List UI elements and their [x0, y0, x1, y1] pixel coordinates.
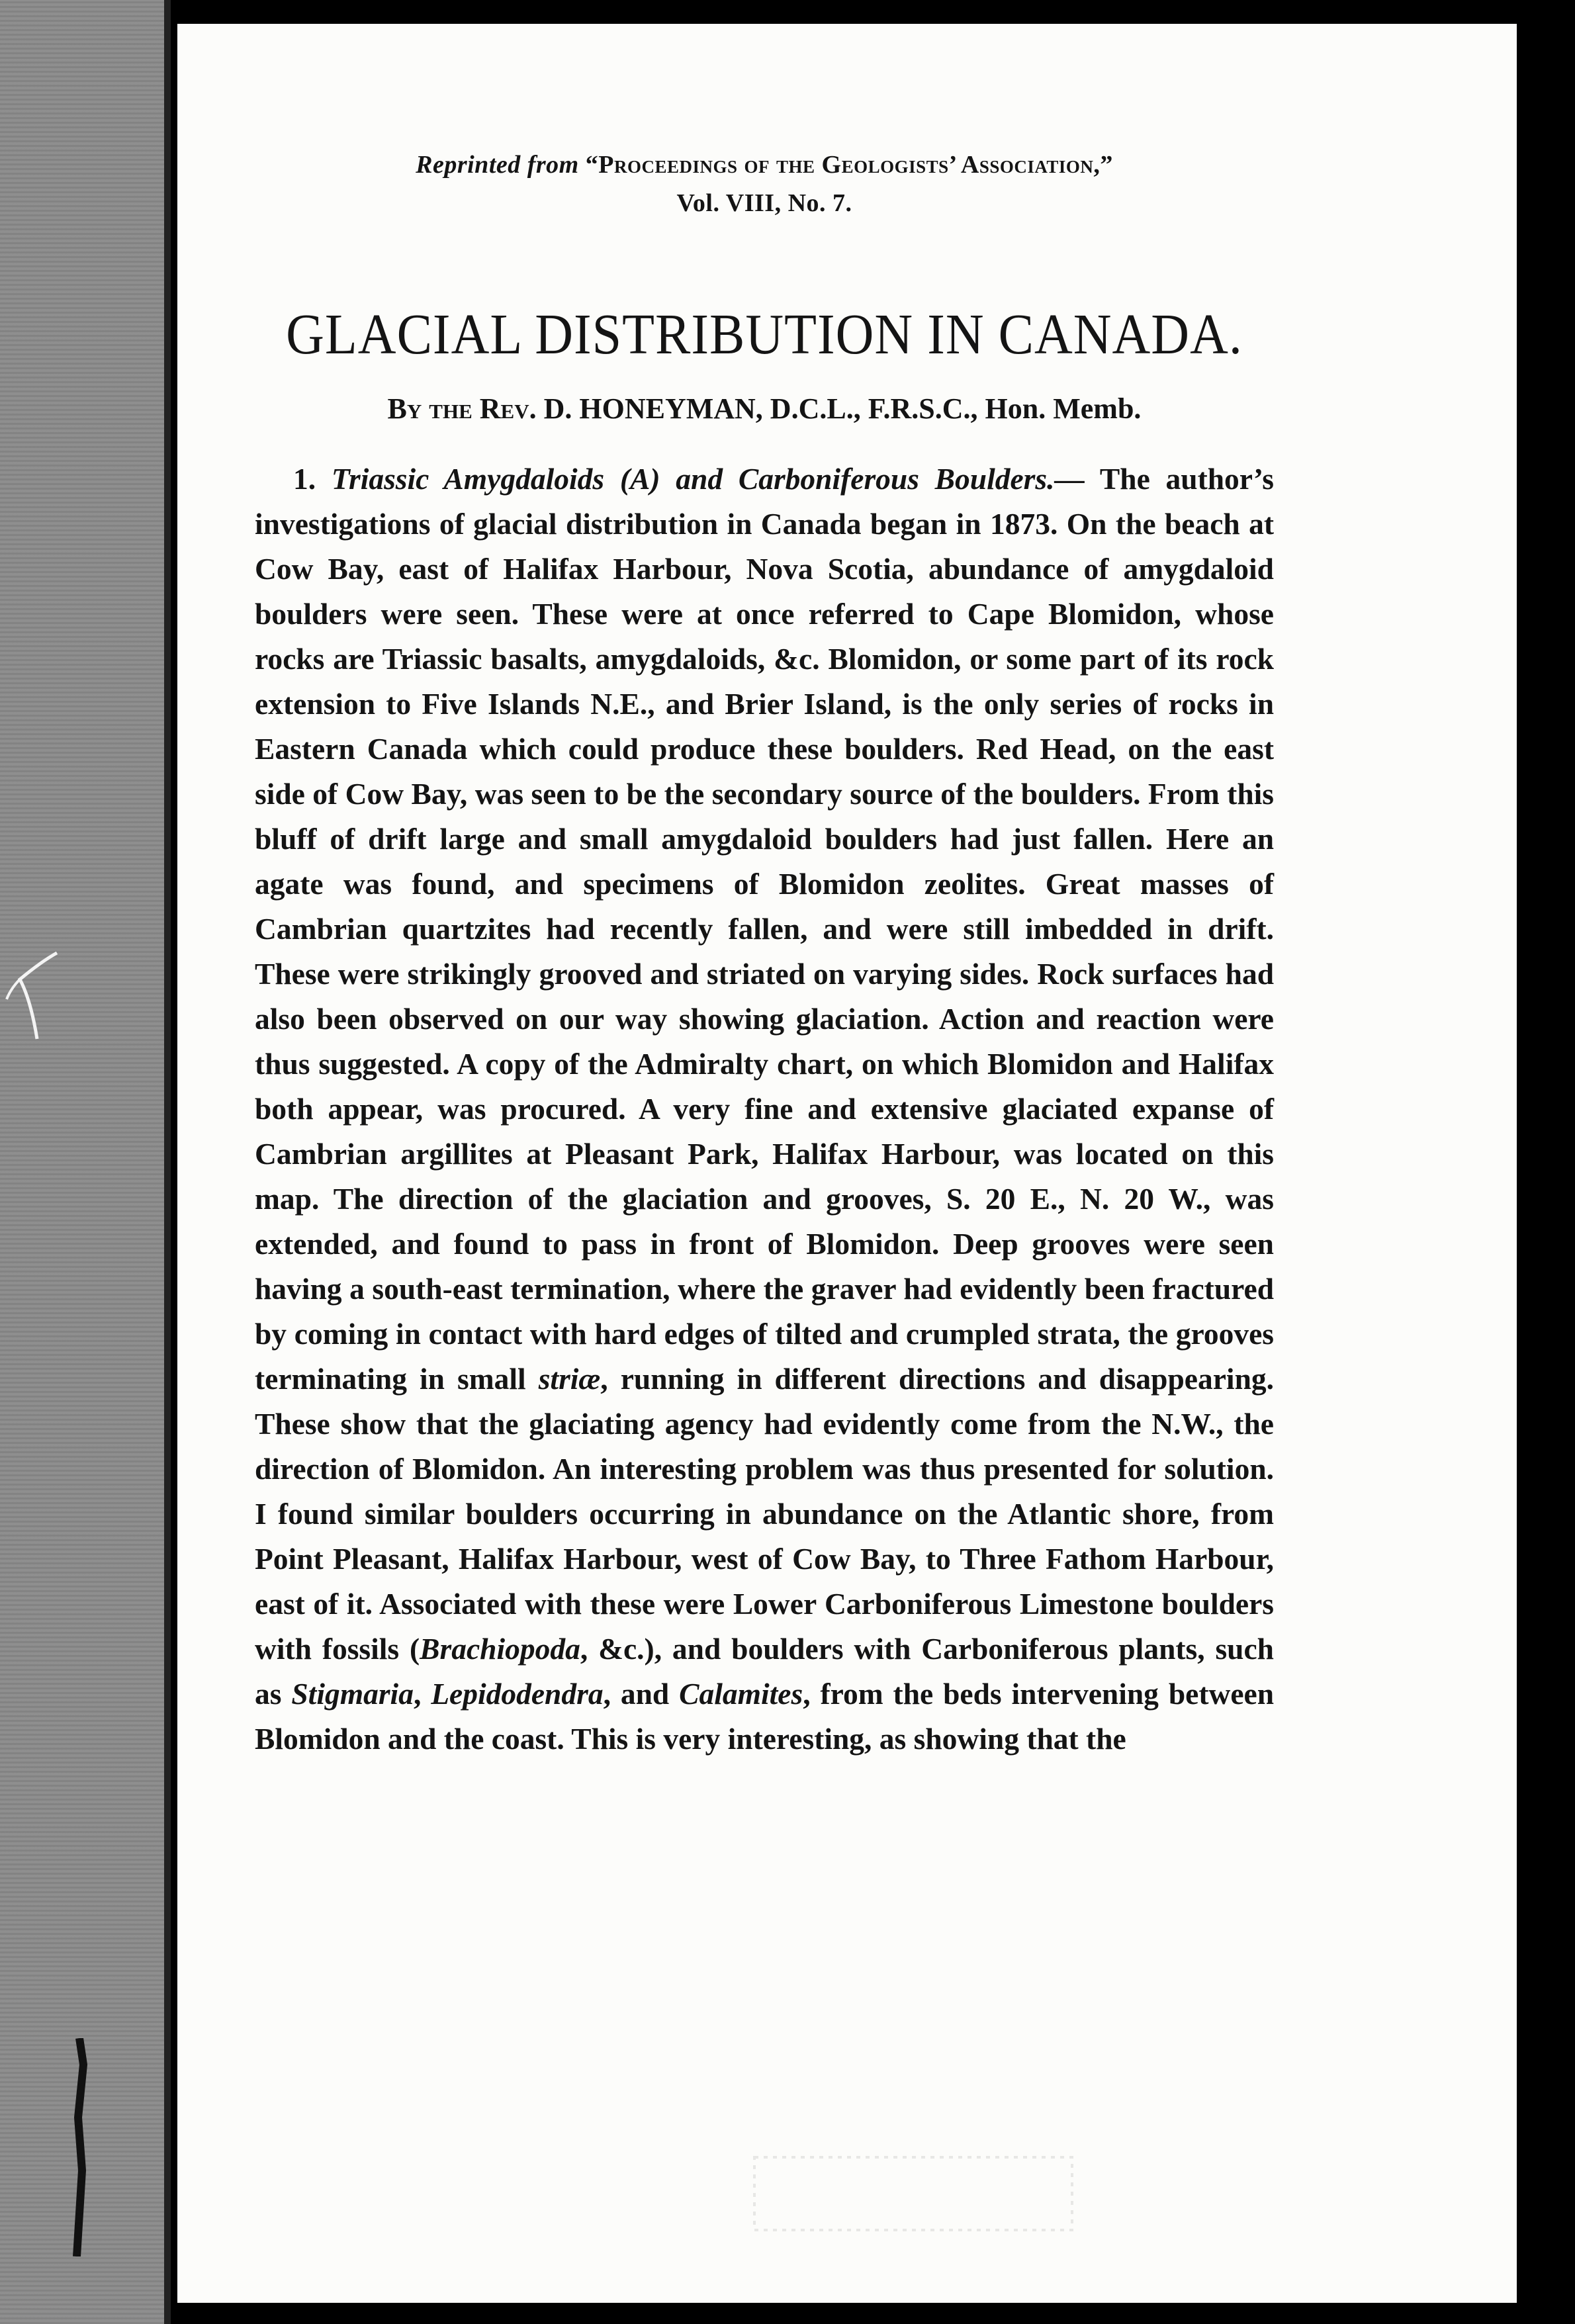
reprint-source: “Proceedings of the Geologists’ Association,” — [585, 151, 1113, 179]
volume-number: Vol. VIII, No. 7. — [676, 189, 852, 217]
author-name: D. HONEYMAN, D.C.L., F.R.S.C., Hon. Memb. — [543, 392, 1142, 425]
comma-separator: , — [413, 1677, 422, 1711]
body-segment-4: , and — [603, 1677, 670, 1711]
library-stamp-watermark — [748, 2151, 1079, 2237]
page-content — [255, 146, 1274, 1762]
reprint-prefix: Reprinted from — [416, 151, 579, 179]
body-segment-2: , running in different directions and disappearing. These show that the glaciating agency had evidently come from the N.W., the direction of Blomidon. An interesting problem was thus presented for solution. I found similar boulders occurring in abundance on the Atlantic shore, from Point Pleasant, Halifax Harbour, west of Cow Bay, to Three Fathom Harbour, east of it. Associated with these were Lower Carboniferous Limestone boulders with fossils ( — [255, 1362, 1274, 1666]
brachiopoda-term: Brachiopoda — [420, 1632, 580, 1666]
body-segment-3: , &c.), and boulders with Carboniferous plants, such as — [255, 1632, 1274, 1711]
body-segment-1: The author’s investigations of glacial distribution in Canada began in 1873. On the beach at Cow Bay, east of Halifax Harbour, Nova Scotia, abundance of amygdaloid boulders were seen. These were at once referred to Cape Blomidon, whose rocks are Triassic basalts, amygdaloids, &c. Blomidon, or some part of its rock extension to Five Islands N.E., and Brier Island, is the only series of rocks in Eastern Canada which could produce these boulders. Red Head, on the east side of Cow Bay, was seen to be the secondary source of the boulders. From this bluff of drift large and small amygdaloid boulders had just fallen. Here an agate was found, and specimens of Blomidon zeolites. Great masses of Cambrian quartzites had recently fallen, and were still imbedded in drift. These were strikingly grooved and striated on varying sides. Rock surfaces had also been observed on our way showing glaciation. Action and reaction were thus suggested. A copy of the Admiralty chart, on which Blomidon and Halifax both appear, was procured. A very fine and extensive glaciated expanse of Cambrian argillites at Pleasant Park, Halifax Harbour, was located on this map. The direction of the glaciation and grooves, S. 20 E., N. 20 W., was extended, and found to pass in front of Blomidon. Deep grooves were seen having a south-east termination, where the graver had evidently been fractured by coming in contact with hard edges of tilted and crumpled strata, the grooves terminating in small — [255, 462, 1274, 1396]
top-scan-shadow — [177, 0, 1517, 24]
right-scan-edge — [1517, 0, 1575, 2324]
calamites-term: Calamites — [679, 1677, 803, 1711]
striae-term: striæ — [538, 1362, 601, 1396]
article-body — [255, 457, 1274, 1762]
reprint-notice — [255, 146, 1274, 222]
binding-spine-strip — [0, 0, 171, 2324]
article-byline — [255, 389, 1274, 429]
section-number: 1. — [293, 462, 316, 496]
byline-prefix: By the Rev. — [387, 392, 537, 425]
stigmaria-term: Stigmaria — [291, 1677, 414, 1711]
spine-dark-mark — [66, 2038, 93, 2257]
lepidodendra-term: Lepidodendra — [431, 1677, 604, 1711]
article-title: GLACIAL DISTRIBUTION IN CANADA. — [286, 303, 1243, 367]
body-segment-5: , from the beds intervening between Blomidon and the coast. This is very interesting, as showing that the — [255, 1677, 1275, 1756]
spine-scratch-mark — [5, 940, 58, 1059]
section-heading: Triassic Amygdaloids (A) and Carboniferous Boulders.— — [331, 462, 1085, 496]
